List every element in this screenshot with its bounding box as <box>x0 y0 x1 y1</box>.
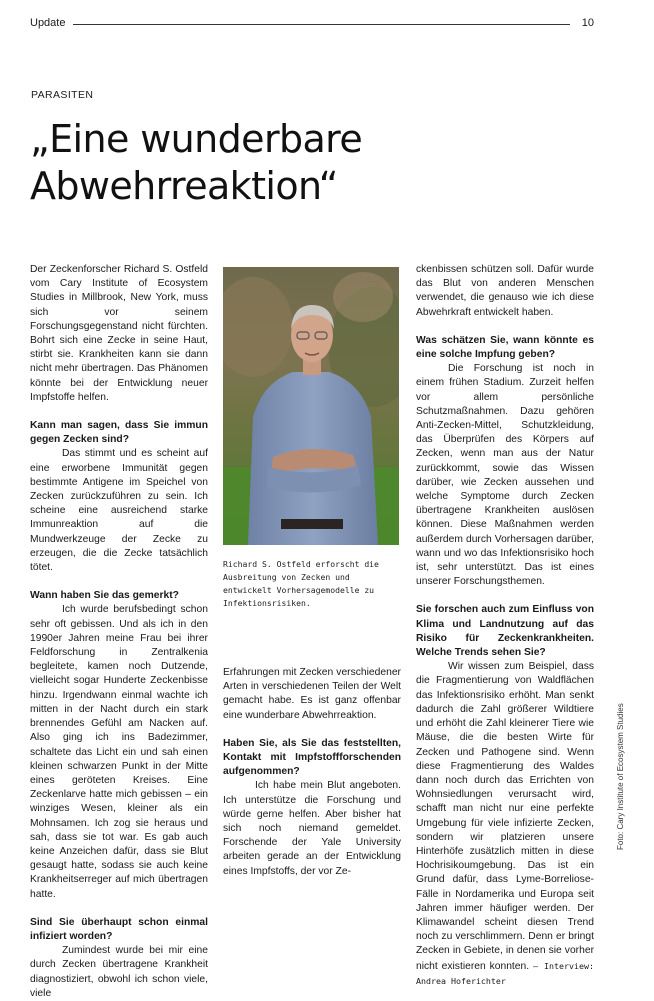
text-column-3 <box>416 263 594 989</box>
question: Wann haben Sie das gemerkt? <box>30 590 179 602</box>
question: Haben Sie, als Sie das feststellten, Kontakt mit Impfstoffforschenden aufgenommen? <box>223 737 401 778</box>
photo-credit: Foto: Cary Institute of Ecosystem Studies <box>616 703 625 850</box>
continued-paragraph: ckenbissen schützen soll. Dafür wurde das Blut von anderen Menschen verwendet, die genauso wie ich diese Abwehrkraft entwickelt haben. <box>416 264 594 318</box>
intro-paragraph: Der Zeckenforscher Richard S. Ostfeld vom Cary Institute of Ecosystem Studies in Millbrook, New York, muss sich vor seinem Forschungsgegenstand nicht fürchten. Bohrt sich eine Zecke in seine Haut, stirbt sie. Krankheiten kann sie dann nicht mehr übertragen. Das Phänomen könnte bei der Entwicklung neuer Impfstoffe helfen. <box>30 264 208 403</box>
question: Sind Sie überhaupt schon einmal infiziert worden? <box>30 916 208 942</box>
text-column-2 <box>223 666 401 879</box>
page-number: 10 <box>581 17 594 29</box>
interview-credit: – Interview: Andrea Hoferichter <box>416 960 594 986</box>
text-column-1 <box>30 263 208 1001</box>
question: Was schätzen Sie, wann könnte es eine solche Impfung geben? <box>416 334 594 361</box>
answer: Zumindest wurde bei mir eine durch Zecken übertragene Krankheit diagnostiziert, obwohl ich schon viele, viele <box>30 945 208 999</box>
answer: Ich wurde berufsbedingt schon sehr oft gebissen. Und als ich in den 1990er Jahren meine Frau bei ihrer Feldforschung in Zentralkenia begleitete, kamen noch Dutzende, vielleicht sogar Hunderte Zeckenbisse hinzu. Irgendwann einmal wachte ich mitten in der Nacht durch ein stark brennendes Gefühl am Nacken auf. Also ging ich ins Badezimmer, schaltete das Licht ein und sah einen kleinen schwarzen Punkt in der Mitte eines geröteten Kreises. Eine Zeckenlarve hatte mich gebissen – ein winziges Wesen, kleiner als ein Mohnsamen. Ich zog sie heraus und sah, dass sie tot war. Es gab auch keine Anzeichen dafür, dass sie Blut gesaugt hatte, sodass sie auch keine Krankheitserreger auf mich übertragen hatte. <box>30 604 208 900</box>
header-rule <box>73 24 570 25</box>
article-kicker: PARASITEN <box>31 89 94 101</box>
answer-text: Wir wissen zum Beispiel, dass die Fragmentierung von Waldflächen das Infektionsrisiko erhöht. Man senkt dadurch die Zahl größerer Wildtiere und erhöht die Zahl kleinerer Tiere wie Mäuse, die die besten Wirte für Zecken und Pathogene sind. Wenn diese Fragmentierung des Waldes dann noch durch das Errichten von Wohnsiedlungen verursacht wird, schafft man nicht nur eine perfekte Umgebung für viele infizierte Zecken, sondern wir platzieren unsere Hinterhöfe zusätzlich mitten in diese Hochrisikoumgebung. Das ist ein Grund dafür, dass Lyme-Borreliose-Fälle in Nordamerika und Europa seit Jahren immer häufiger werden. Der Klimawandel scheint diesen Trend noch zu verschlimmern. Denn er bringt Zecken in Gebiete, in denen sie vorher nicht existieren konnten. <box>416 661 594 972</box>
page-header <box>30 17 596 33</box>
portrait-photo <box>223 267 399 545</box>
question: Sie forschen auch zum Einfluss von Klima und Landnutzung auf das Risiko für Zeckenkrankheiten. Welche Trends sehen Sie? <box>416 604 594 659</box>
photo-caption: Richard S. Ostfeld erforscht die Ausbreitung von Zecken und entwickelt Vorhersagemodelle zu Infektionsrisiken. <box>223 559 379 608</box>
answer: Ich habe mein Blut angeboten. Ich unterstütze die Forschung und würde gerne helfen. Aber bisher hat sich noch niemand gemeldet. Forschende der Yale University arbeiten gerade an der Entwicklung eines Impfstoffs, der vor Ze- <box>223 780 401 877</box>
answer <box>416 660 594 989</box>
article-title: „Eine wunderbare Abwehrreaktion“ <box>30 117 363 208</box>
section-label: Update <box>30 17 66 29</box>
answer: Das stimmt und es scheint auf eine erworbene Immunität gegen bestimmte Antigene im Speichel von Zecken zurückzuführen zu sein. Ich scheine eine ausreichend starke Immunreaktion auf die Mundwerkzeuge der Zecke zu erzeugen, die die Zecke tatsächlich tötet. <box>30 448 208 574</box>
question: Kann man sagen, dass Sie immun gegen Zecken sind? <box>30 420 208 446</box>
continued-paragraph: Erfahrungen mit Zecken verschiedener Arten in verschiedenen Teilen der Welt gemacht habe. Es ist ganz offenbar eine wunderbare Abwehrreaktion. <box>223 667 401 721</box>
answer: Die Forschung ist noch in einem frühen Stadium. Zurzeit helfen vor allem persönliche Schutzmaßnahmen. Dazu gehören Anti-Zecken-Mittel, Schutzkleidung, das Überprüfen des Körpers auf Zecken, wenn man aus der Natur zurückkommt, sowie das Wissen darüber, wie Zecken aussehen und welche Symptome durch Zecken übertragene Krankheiten auslösen können. Diese Maßnahmen werden außerdem durch Vorhersagen darüber, wann und wo das Infektionsrisiko hoch ist, sehr unterstützt. Das ist eines unserer Forschungsthemen. <box>416 363 594 588</box>
